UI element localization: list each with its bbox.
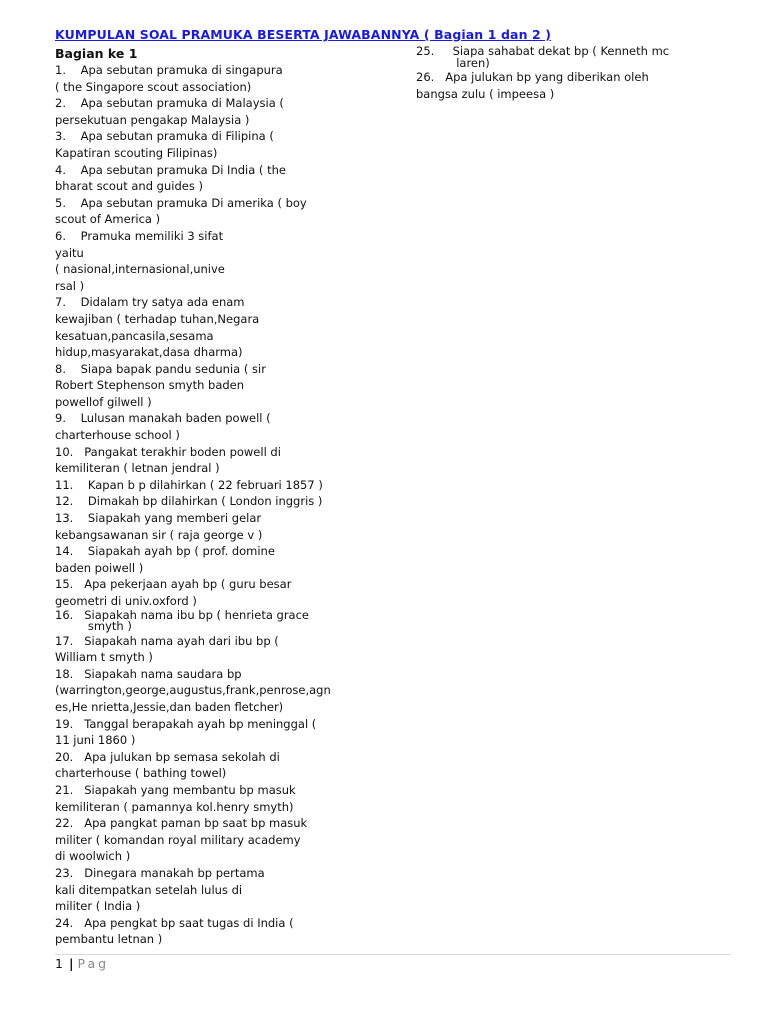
text-line: 2. Apa sebutan pramuka di Malaysia (: [55, 96, 284, 111]
text-line: militer ( India ): [55, 899, 141, 914]
text-line: laren): [416, 55, 490, 70]
text-line: 21. Siapakah yang membantu bp masuk: [55, 782, 296, 797]
text-line: di woolwich ): [55, 849, 131, 864]
text-line: William t smyth ): [55, 650, 153, 665]
text-line: 4. Apa sebutan pramuka Di India ( the: [55, 162, 286, 177]
text-line: geometri di univ.oxford ): [55, 594, 197, 608]
text-line: 5. Apa sebutan pramuka Di amerika ( boy: [55, 195, 307, 210]
text-line: (warrington,george,augustus,frank,penrose,agn: [55, 683, 331, 698]
page-label: Pag: [77, 956, 110, 971]
text-line: 11 juni 1860 ): [55, 733, 136, 748]
text-line: pembantu letnan ): [55, 932, 163, 947]
text-line: kemiliteran ( letnan jendral ): [55, 461, 220, 476]
text-line: Robert Stephenson smyth baden: [55, 378, 245, 393]
text-line: 20. Apa julukan bp semasa sekolah di: [55, 749, 280, 764]
text-line: 22. Apa pangkat paman bp saat bp masuk: [55, 816, 308, 831]
text-line: 10. Pangakat terakhir boden powell di: [55, 444, 281, 459]
text-line: bharat scout and guides ): [55, 179, 203, 194]
text-line: 24. Apa pengkat bp saat tugas di India (: [55, 915, 294, 930]
text-line: 19. Tanggal berapakah ayah bp meninggal (: [55, 716, 317, 731]
text-line: 25. Siapa sahabat dekat bp ( Kenneth mc: [416, 44, 670, 58]
text-line: 13. Siapakah yang memberi gelar: [55, 511, 262, 526]
page-number: 1: [55, 956, 63, 971]
text-line: 9. Lulusan manakah baden powell (: [55, 411, 271, 426]
document-title: KUMPULAN SOAL PRAMUKA BESERTA JAWABANNYA ( Bagian 1 dan 2 ): [55, 27, 552, 42]
text-line: rsal ): [55, 278, 85, 293]
text-line: 8. Siapa bapak pandu sedunia ( sir: [55, 361, 266, 376]
text-line: persekutuan pengakap Malaysia ): [55, 112, 250, 127]
text-line: 23. Dinegara manakah bp pertama: [55, 865, 265, 880]
text-line: bangsa zulu ( impeesa ): [416, 86, 555, 101]
text-line: Kapatiran scouting Filipinas): [55, 145, 218, 160]
text-line: baden poiwell ): [55, 560, 144, 575]
text-line: 7. Didalam try satya ada enam: [55, 295, 245, 310]
text-line: hidup,masyarakat,dasa dharma): [55, 345, 243, 360]
footer-separator: |: [68, 956, 74, 971]
text-line: charterhouse school ): [55, 428, 180, 443]
text-line: 26. Apa julukan bp yang diberikan oleh: [416, 70, 649, 84]
text-line: 11. Kapan b p dilahirkan ( 22 februari 1857 ): [55, 477, 323, 492]
text-line: powellof gilwell ): [55, 394, 152, 409]
right-column: [416, 46, 716, 102]
text-line: kebangsawanan sir ( raja george v ): [55, 527, 263, 542]
text-line: kewajiban ( terhadap tuhan,Negara: [55, 311, 260, 326]
section-heading: Bagian ke 1: [55, 46, 138, 61]
text-line: 17. Siapakah nama ayah dari ibu bp (: [55, 633, 279, 648]
text-line: kesatuan,pancasila,sesama: [55, 328, 214, 343]
text-line: 18. Siapakah nama saudara bp: [55, 666, 242, 681]
text-line: 15. Apa pekerjaan ayah bp ( guru besar: [55, 577, 292, 592]
text-line: yaitu: [55, 245, 84, 260]
text-line: smyth ): [55, 619, 132, 634]
text-line: es,He nrietta,Jessie,dan baden fletcher): [55, 699, 284, 714]
text-line: ( nasional,internasional,unive: [55, 262, 225, 277]
text-line: kemiliteran ( pamannya kol.henry smyth): [55, 799, 294, 814]
text-line: 14. Siapakah ayah bp ( prof. domine: [55, 544, 275, 559]
text-line: scout of America ): [55, 212, 161, 227]
text-line: kali ditempatkan setelah lulus di: [55, 882, 243, 897]
text-line: 1. Apa sebutan pramuka di singapura: [55, 63, 283, 77]
left-column: [55, 62, 375, 948]
footer-divider: [55, 954, 731, 955]
text-line: militer ( komandan royal military academy: [55, 832, 301, 847]
text-line: 3. Apa sebutan pramuka di Filipina (: [55, 129, 274, 144]
text-line: ( the Singapore scout association): [55, 79, 252, 94]
text-line: 6. Pramuka memiliki 3 sifat: [55, 228, 224, 243]
page-footer: [55, 956, 109, 971]
text-line: 12. Dimakah bp dilahirkan ( London inggris ): [55, 494, 323, 509]
text-line: 16. Siapakah nama ibu bp ( henrieta grace: [55, 607, 310, 622]
text-line: charterhouse ( bathing towel): [55, 766, 227, 781]
